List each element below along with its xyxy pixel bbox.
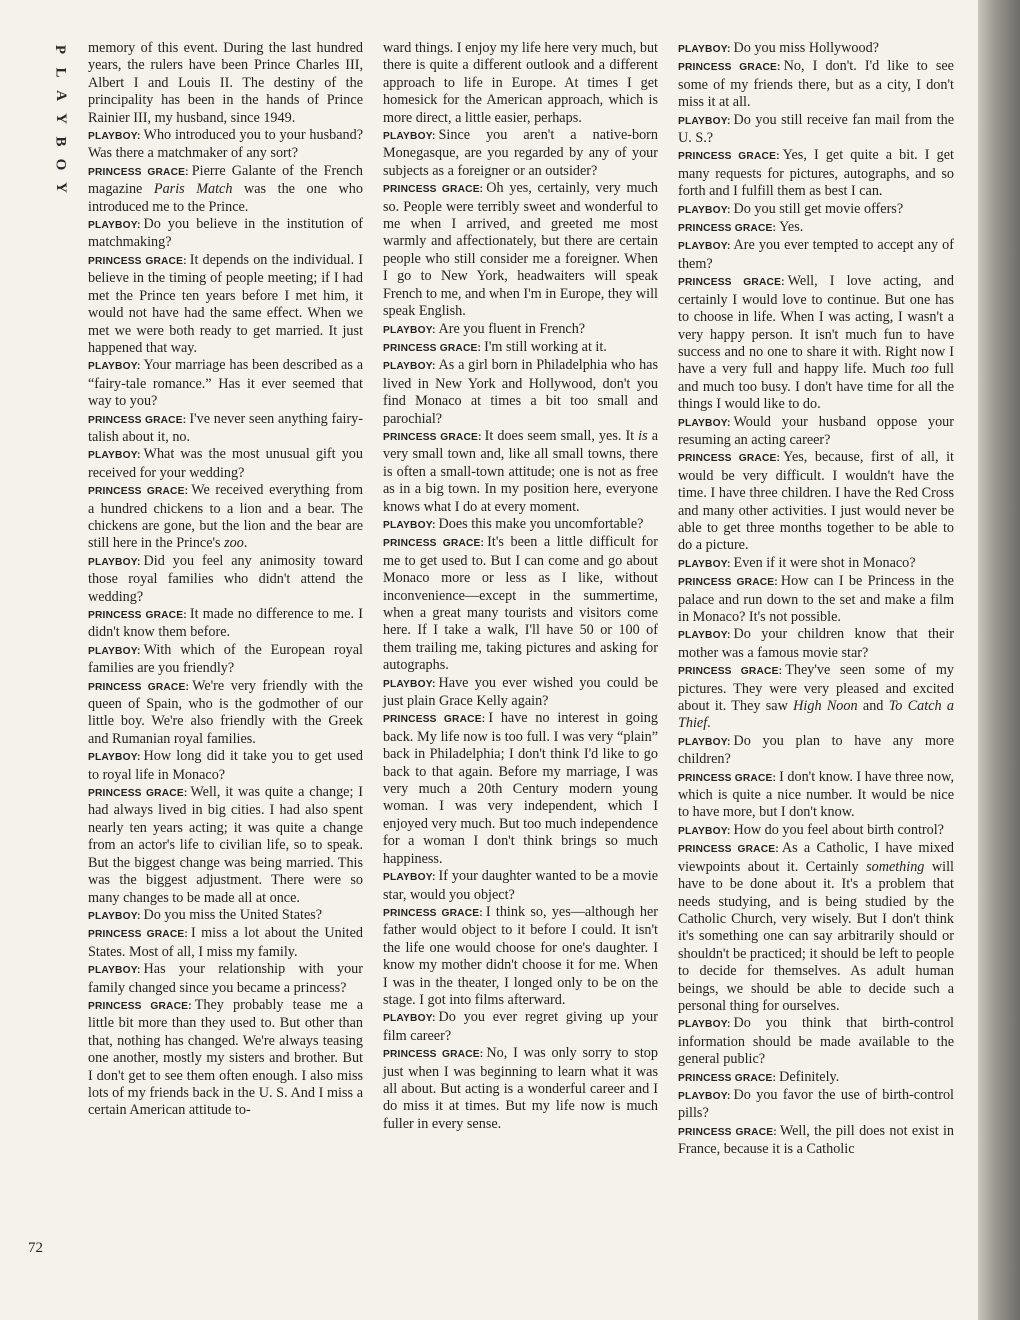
speaker-label: PLAYBOY: [383, 361, 436, 373]
paragraph-text: Does this make you uncomfortable? [438, 515, 644, 532]
paragraph-text: It does seem small, yes. It is a very small town and, like all small towns, there is often a small-town attitude; one is not as free as in a big town. In my position here, everyone knows what I do at every moment. [383, 427, 658, 515]
speaker-label: PLAYBOY: [88, 965, 141, 977]
speaker-label: PLAYBOY: [678, 204, 731, 216]
interview-paragraph [678, 822, 954, 840]
speaker-label: PRINCESS GRACE: [383, 907, 483, 919]
paragraph-text: Do you plan to have any more children? [678, 732, 954, 768]
paragraph-text: They've seen some of my pictures. They were very pleased and excited about it. They saw High Noon and To Catch a Thief. [678, 662, 954, 732]
interview-paragraph [383, 516, 658, 534]
speaker-label: PLAYBOY: [383, 872, 436, 884]
interview-paragraph [678, 219, 954, 237]
paragraph-text: I think so, yes—although her father would object to it before I could. It isn't the life one would choose for one's daughter. I know my mother didn't choose it for me. When I was in the theater, I longed only to be on the stage. I got into films afterward. [383, 903, 658, 1008]
running-head [48, 38, 72, 199]
speaker-label: PRINCESS GRACE: [383, 1049, 484, 1061]
interview-paragraph [678, 201, 954, 219]
paragraph-text: Oh yes, certainly, very much so. People were terribly sweet and wonderful to me when I arrived, and greeted me most warmly and affectionately, but there are certain people who still consider me a foreigner. When I go to New York, headwaiters will speak French to me, and when I'm in Europe, they will speak English. [383, 180, 658, 320]
paragraph-text: If your daughter wanted to be a movie star, would you object? [383, 868, 658, 903]
paragraph-text: As a Catholic, I have mixed viewpoints about it. Certainly something will have to be done about it. It's a problem that needs studying, and is being studied by the Catholic Church, very wisely. But I don't think it's something one can say arbitrarily should or shouldn't be practiced; it should be left to people to decide for themselves. As adult human beings, we should be able to decide such a personal thing for ourselves. [678, 840, 954, 1014]
speaker-label: PRINCESS GRACE: [678, 666, 783, 678]
speaker-label: PLAYBOY: [678, 825, 731, 837]
paragraph-text: Has your relationship with your family changed since you became a princess? [88, 961, 363, 996]
paragraph-text: Do you miss Hollywood? [733, 40, 879, 56]
running-head-letter: Y [52, 182, 69, 193]
paragraph-text: No, I don't. I'd like to see some of my friends there, but as a city, I don't miss it at all. [678, 58, 954, 111]
paragraph-text: memory of this event. During the last hundred years, the rulers have been Prince Charles III, Albert I and Louis II. The destiny of the principality has been in the hands of Prince Rainier III, my husband, since 1949. [88, 40, 363, 126]
speaker-label: PLAYBOY: [88, 752, 141, 764]
interview-paragraph [383, 710, 658, 868]
interview-paragraph [678, 147, 954, 200]
speaker-label: PLAYBOY: [383, 324, 436, 336]
speaker-label: PRINCESS GRACE: [88, 610, 187, 621]
running-head-letter: B [52, 136, 69, 147]
interview-paragraph [383, 180, 658, 320]
page-number: 72 [28, 1240, 43, 1256]
paragraph-text: Do you ever regret giving up your film career? [383, 1009, 658, 1044]
interview-paragraph [88, 357, 363, 410]
interview-paragraph [678, 626, 954, 662]
interview-paragraph [678, 1087, 954, 1123]
paragraph-text: I've never seen anything fairy-talish about it, no. [88, 410, 363, 445]
speaker-label: PLAYBOY: [383, 678, 436, 690]
paragraph-text: Would your husband oppose your resuming an acting career? [678, 413, 954, 448]
speaker-label: PLAYBOY: [88, 220, 141, 232]
interview-paragraph [88, 748, 363, 784]
interview-paragraph [88, 252, 363, 357]
paragraph-text: Are you fluent in French? [438, 320, 586, 337]
interview-paragraph [678, 555, 954, 573]
interview-paragraph [678, 414, 954, 450]
paragraph-text: It's been a little difficult for me to get used to. But I can come and go about Monaco more or less as I like, without inconvenience—except in the summertime, when a great many tourists and visitors come here. If I take a walk, I'll have 50 or 100 of them trailing me, taking pictures and asking for autographs. [383, 534, 658, 674]
speaker-label: PRINCESS GRACE: [678, 1126, 777, 1138]
paragraph-text: Yes. [779, 219, 804, 236]
speaker-label: PLAYBOY: [678, 558, 731, 570]
speaker-label: PRINCESS GRACE: [678, 277, 785, 289]
paragraph-text: Even if it were shot in Monaco? [733, 554, 916, 571]
speaker-label: PRINCESS GRACE: [678, 151, 780, 163]
paragraph-text: Since you aren't a native-born Monegasque, are you regarded by any of your subjects as a foreigner or an outsider? [383, 127, 658, 179]
paragraph-text: Do you still receive fan mail from the U. S.? [678, 111, 954, 147]
paragraph-text: They probably tease me a little bit more than they used to. But other than that, nothing has changed. We're always teasing one another, mostly my sisters and brother. But I don't get to see them often enough. I also miss lots of my friends back in the U. S. And I miss a certain American attitude to- [88, 996, 363, 1119]
paragraph-text: No, I was only sorry to stop just when I was beginning to learn what it was all about. But acting is a wonderful career and I do miss it at times. But my life now is much fuller in every sense. [383, 1045, 658, 1132]
paragraph-text: Well, it was quite a change; I had always lived in big cities. I had also spent nearly ten years acting; it was quite a change from an actor's life to civilian life, so to speak. But the biggest change was being married. This was the biggest adjustment. There were so many changes to be made all at once. [88, 784, 363, 906]
speaker-label: PLAYBOY: [88, 361, 141, 373]
speaker-label: PLAYBOY: [678, 241, 731, 253]
speaker-label: PRINCESS GRACE: [678, 453, 781, 465]
speaker-label: PLAYBOY: [678, 1019, 731, 1031]
paragraph-text: Pierre Galante of the French magazine Paris Match was the one who introduced me to the Prince. [88, 162, 363, 215]
interview-paragraph [678, 840, 954, 1015]
interview-paragraph [678, 573, 954, 626]
running-head-letter: Y [52, 113, 69, 124]
paragraph-text: Well, the pill does not exist in France, because it is a Catholic [678, 1122, 954, 1158]
speaker-label: PRINCESS GRACE: [678, 844, 779, 856]
paragraph-text: Do you believe in the institution of matchmaking? [88, 216, 363, 251]
paragraph-text: Yes, because, first of all, it would be very difficult. I wouldn't have the time. I have three children. I have the Red Cross and many other activities. I just would never be able to get three months together to be able to do a picture. [678, 449, 954, 554]
speaker-label: PLAYBOY: [678, 417, 731, 429]
running-head-letter: P [52, 44, 69, 55]
paragraph-text: How long did it take you to get used to royal life in Monaco? [88, 748, 363, 783]
speaker-label: PRINCESS GRACE: [88, 166, 189, 178]
interview-paragraph [88, 678, 363, 749]
page-edge-shadow [978, 0, 1020, 1320]
speaker-label: PLAYBOY: [383, 1013, 436, 1025]
speaker-label: PRINCESS GRACE: [678, 577, 778, 589]
speaker-label: PRINCESS GRACE: [88, 681, 190, 693]
interview-paragraph [678, 112, 954, 148]
interview-paragraph [383, 357, 658, 428]
interview-paragraph [88, 163, 363, 216]
paragraph-text: It made no difference to me. I didn't know them before. [88, 606, 363, 641]
speaker-label: PRINCESS GRACE: [88, 255, 187, 267]
paragraph-text: Do your children know that their mother was a famous movie star? [678, 626, 954, 661]
paragraph-text: As a girl born in Philadelphia who has lived in New York and Hollywood, don't you find Monaco at times a bit too small and parochial? [383, 357, 658, 427]
paragraph-text: Well, I love acting, and certainly I would love to continue. But one has to choose in life. When I was acting, I wasn't a very happy person. It isn't much fun to have success and no one to share it with. Right now I have a very full and happy life. Much too full and much too busy. I don't have time for all the things I would like to do. [678, 273, 954, 413]
interview-paragraph [383, 127, 658, 180]
speaker-label: PLAYBOY: [678, 736, 731, 748]
speaker-label: PLAYBOY: [678, 44, 731, 55]
paragraph-text: Do you favor the use of birth-control pills? [678, 1086, 954, 1122]
speaker-label: PRINCESS GRACE: [88, 788, 188, 800]
running-head-letter: L [52, 67, 69, 78]
interview-paragraph [383, 868, 658, 904]
interview-paragraph [88, 40, 363, 127]
paragraph-text: Are you ever tempted to accept any of them? [678, 237, 954, 272]
paragraph-text: I don't know. I have three now, which is quite a nice number. It would be nice to have more, but I don't know. [678, 768, 954, 821]
speaker-label: PRINCESS GRACE: [383, 714, 486, 726]
speaker-label: PLAYBOY: [678, 630, 731, 642]
paragraph-text: Did you feel any animosity toward those royal families who didn't attend the wedding? [88, 552, 363, 605]
interview-paragraph [88, 446, 363, 482]
interview-paragraph [88, 961, 363, 997]
interview-paragraph [88, 642, 363, 678]
speaker-label: PRINCESS GRACE: [678, 1072, 777, 1084]
speaker-label: PRINCESS GRACE: [678, 772, 777, 784]
interview-paragraph [383, 428, 658, 516]
speaker-label: PRINCESS GRACE: [678, 223, 777, 235]
running-head-letter: A [52, 90, 69, 101]
paragraph-text: It depends on the individual. I believe in the timing of people meeting; if I had met the Prince ten years before I met him, it would not have had the same effect. When we met we were both ready to get married. It just happened that way. [88, 251, 363, 356]
interview-paragraph [88, 907, 363, 925]
interview-paragraph [383, 321, 658, 339]
paragraph-text: Definitely. [779, 1068, 840, 1085]
interview-paragraph [678, 769, 954, 822]
interview-paragraph [383, 1009, 658, 1045]
paragraph-text: Do you still get movie offers? [733, 200, 904, 217]
running-head-letter: O [52, 158, 69, 171]
paragraph-text: How can I be Princess in the palace and run down to the set and make a film in Monaco? It's not possible. [678, 573, 954, 625]
text-column-left [88, 40, 363, 1120]
speaker-label: PLAYBOY: [678, 1090, 731, 1102]
interview-paragraph [88, 997, 363, 1120]
speaker-label: PRINCESS GRACE: [88, 1000, 192, 1012]
text-column-right [678, 40, 954, 1159]
speaker-label: PRINCESS GRACE: [383, 342, 482, 354]
interview-paragraph [88, 127, 363, 163]
interview-paragraph [88, 411, 363, 447]
interview-paragraph [88, 216, 363, 252]
paragraph-text: What was the most unusual gift you received for your wedding? [88, 446, 363, 481]
interview-paragraph [678, 1069, 954, 1087]
interview-paragraph [383, 339, 658, 357]
interview-paragraph [678, 58, 954, 111]
speaker-label: PRINCESS GRACE: [383, 431, 482, 443]
interview-paragraph [383, 40, 658, 127]
interview-paragraph [383, 675, 658, 711]
interview-paragraph [678, 237, 954, 273]
interview-paragraph [678, 733, 954, 769]
paragraph-text: ward things. I enjoy my life here very much, but there is quite a different outlook and a different approach to life in Europe. At times I get homesick for the American approach, which is more direct, a little easier, perhaps. [383, 40, 658, 126]
interview-paragraph [383, 1045, 658, 1133]
interview-paragraph [678, 273, 954, 413]
interview-paragraph [678, 449, 954, 554]
speaker-label: PRINCESS GRACE: [88, 486, 189, 498]
paragraph-text: Have you ever wished you could be just plain Grace Kelly again? [383, 674, 658, 710]
interview-paragraph [88, 553, 363, 606]
interview-paragraph [88, 784, 363, 907]
interview-paragraph [678, 1123, 954, 1159]
paragraph-text: I have no interest in going back. My life now is too full. I was very “plain” back in Philadelphia; I don't think I'd like to go back to that again. Before my marriage, I was very much a 20th Century modern young woman. I was very independent, which I enjoyed very much. But too much independence for a woman I don't think brings so much happiness. [383, 710, 658, 867]
text-column-middle [383, 40, 658, 1133]
speaker-label: PLAYBOY: [88, 450, 141, 462]
interview-paragraph [88, 482, 363, 553]
interview-paragraph [88, 925, 363, 961]
paragraph-text: I miss a lot about the United States. Most of all, I miss my family. [88, 925, 363, 960]
paragraph-text: We're very friendly with the queen of Spain, who is the godmother of our little boy. We're also friendly with the Greek and Rumanian royal families. [88, 677, 363, 747]
speaker-label: PRINCESS GRACE: [678, 62, 781, 74]
paragraph-text: Your marriage has been described as a “fairy-tale romance.” Has it ever seemed that way to you? [88, 357, 363, 410]
paragraph-text: We received everything from a hundred chickens to a lion and a bear. The chickens are gone, but the lion and the bear are still here in the Prince's zoo. [88, 482, 363, 552]
paragraph-text: I'm still working at it. [484, 338, 607, 355]
speaker-label: PRINCESS GRACE: [383, 538, 485, 550]
speaker-label: PLAYBOY: [678, 115, 731, 127]
interview-paragraph [88, 606, 363, 642]
interview-paragraph [678, 1015, 954, 1068]
speaker-label: PLAYBOY: [383, 519, 436, 531]
speaker-label: PLAYBOY: [383, 131, 436, 143]
interview-paragraph [678, 662, 954, 733]
paragraph-text: With which of the European royal families are you friendly? [88, 641, 363, 677]
speaker-label: PRINCESS GRACE: [383, 184, 484, 196]
paragraph-text: How do you feel about birth control? [733, 821, 944, 838]
speaker-label: PLAYBOY: [88, 645, 141, 657]
speaker-label: PLAYBOY: [88, 131, 141, 143]
paragraph-text: Who introduced you to your husband? Was there a matchmaker of any sort? [88, 127, 363, 162]
interview-paragraph [383, 534, 658, 674]
paragraph-text: Do you think that birth-control information should be made available to the general public? [678, 1015, 954, 1068]
speaker-label: PLAYBOY: [88, 910, 141, 922]
paragraph-text: Do you miss the United States? [143, 906, 323, 923]
paragraph-text: Yes, I get quite a bit. I get many requests for pictures, autographs, and so forth and I fulfill them as best I can. [678, 147, 954, 200]
speaker-label: PLAYBOY: [88, 556, 141, 568]
interview-paragraph [678, 40, 954, 58]
interview-paragraph [383, 904, 658, 1009]
speaker-label: PRINCESS GRACE: [88, 414, 187, 426]
speaker-label: PRINCESS GRACE: [88, 929, 188, 941]
